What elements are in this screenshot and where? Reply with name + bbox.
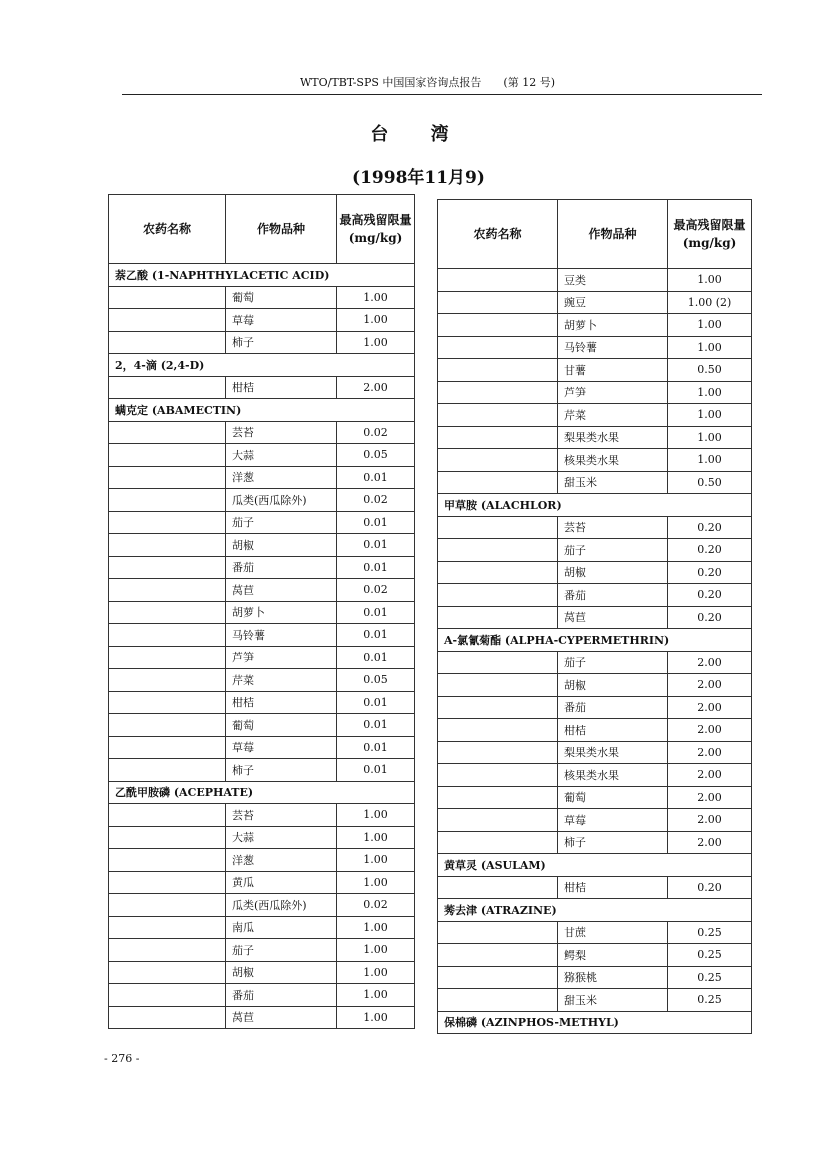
pesticide-row bbox=[438, 1011, 752, 1034]
crop-name: 柿子 bbox=[558, 831, 668, 854]
crop-name: 柿子 bbox=[226, 759, 337, 782]
crop-name: 莴苣 bbox=[226, 1006, 337, 1029]
crop-name: 洋葱 bbox=[226, 466, 337, 489]
pesticide-row bbox=[109, 781, 415, 804]
pesticide-cell-empty bbox=[109, 489, 226, 512]
table-row bbox=[438, 921, 752, 944]
page-date: (1998年11月9) bbox=[352, 168, 485, 188]
page-number: - 276 - bbox=[104, 1052, 140, 1065]
mrl-value: 0.20 bbox=[668, 539, 752, 562]
crop-name: 芸苔 bbox=[558, 516, 668, 539]
mrl-value: 0.01 bbox=[337, 534, 415, 557]
table-row bbox=[109, 691, 415, 714]
mrl-value: 1.00 bbox=[337, 984, 415, 1007]
mrl-value: 0.01 bbox=[337, 511, 415, 534]
pesticide-row bbox=[109, 354, 415, 377]
pesticide-cell-empty bbox=[109, 916, 226, 939]
mrl-value: 2.00 bbox=[668, 741, 752, 764]
pesticide-cell-empty bbox=[438, 561, 558, 584]
crop-name: 柑桔 bbox=[558, 719, 668, 742]
pesticide-cell-empty bbox=[438, 584, 558, 607]
mrl-value: 0.20 bbox=[668, 561, 752, 584]
table-row bbox=[109, 871, 415, 894]
pesticide-cell-empty bbox=[109, 511, 226, 534]
column-header-crop: 作物品种 bbox=[558, 200, 668, 269]
crop-name: 草莓 bbox=[558, 809, 668, 832]
pesticide-cell-empty bbox=[109, 804, 226, 827]
mrl-value: 1.00 bbox=[337, 331, 415, 354]
table-row bbox=[109, 489, 415, 512]
mrl-value: 2.00 bbox=[668, 786, 752, 809]
table-row bbox=[109, 624, 415, 647]
mrl-value: 1.00 bbox=[668, 381, 752, 404]
table-row bbox=[438, 269, 752, 292]
pesticide-cell-empty bbox=[438, 291, 558, 314]
table-row bbox=[438, 404, 752, 427]
crop-name: 甜玉米 bbox=[558, 471, 668, 494]
crop-name: 豌豆 bbox=[558, 291, 668, 314]
column-header-mrl-label: 最高残留限量 bbox=[673, 218, 746, 232]
pesticide-name: 甲草胺 (ALACHLOR) bbox=[438, 494, 752, 517]
mrl-value: 1.00 bbox=[337, 849, 415, 872]
mrl-value: 1.00 bbox=[668, 269, 752, 292]
crop-name: 瓜类(西瓜除外) bbox=[226, 489, 337, 512]
pesticide-name: 2，4-滴 (2,4-D) bbox=[109, 354, 415, 377]
crop-name: 马铃薯 bbox=[558, 336, 668, 359]
pesticide-cell-empty bbox=[438, 404, 558, 427]
mrl-value: 1.00 bbox=[337, 804, 415, 827]
pesticide-cell-empty bbox=[438, 449, 558, 472]
table-row bbox=[109, 759, 415, 782]
mrl-table-right-body bbox=[438, 269, 752, 1034]
column-header-crop: 作物品种 bbox=[226, 195, 337, 264]
mrl-value: 1.00 bbox=[337, 939, 415, 962]
table-row bbox=[438, 809, 752, 832]
mrl-table-left bbox=[108, 194, 415, 1029]
mrl-value: 0.50 bbox=[668, 471, 752, 494]
pesticide-cell-empty bbox=[438, 336, 558, 359]
pesticide-cell-empty bbox=[438, 944, 558, 967]
table-row bbox=[438, 291, 752, 314]
pesticide-cell-empty bbox=[438, 674, 558, 697]
pesticide-cell-empty bbox=[438, 471, 558, 494]
mrl-value: 1.00 bbox=[337, 286, 415, 309]
table-row bbox=[109, 579, 415, 602]
mrl-value: 2.00 bbox=[668, 719, 752, 742]
pesticide-name: 黄草灵 (ASULAM) bbox=[438, 854, 752, 877]
table-row bbox=[109, 984, 415, 1007]
crop-name: 胡椒 bbox=[226, 961, 337, 984]
crop-name: 茄子 bbox=[226, 939, 337, 962]
running-head-text: WTO/TBT-SPS 中国国家咨询点报告 bbox=[300, 76, 482, 89]
table-row bbox=[438, 584, 752, 607]
crop-name: 胡萝卜 bbox=[226, 601, 337, 624]
table-row bbox=[438, 359, 752, 382]
mrl-value: 2.00 bbox=[337, 376, 415, 399]
pesticide-cell-empty bbox=[438, 651, 558, 674]
crop-name: 柿子 bbox=[226, 331, 337, 354]
mrl-value: 2.00 bbox=[668, 831, 752, 854]
table-row bbox=[438, 876, 752, 899]
pesticide-cell-empty bbox=[438, 989, 558, 1012]
table-row bbox=[438, 426, 752, 449]
mrl-value: 0.25 bbox=[668, 989, 752, 1012]
table-row bbox=[109, 939, 415, 962]
mrl-value: 2.00 bbox=[668, 651, 752, 674]
crop-name: 梨果类水果 bbox=[558, 426, 668, 449]
mrl-value: 0.01 bbox=[337, 759, 415, 782]
mrl-value: 0.02 bbox=[337, 489, 415, 512]
table-row bbox=[109, 916, 415, 939]
crop-name: 茄子 bbox=[558, 651, 668, 674]
crop-name: 豆类 bbox=[558, 269, 668, 292]
pesticide-cell-empty bbox=[438, 764, 558, 787]
pesticide-cell-empty bbox=[109, 579, 226, 602]
crop-name: 核果类水果 bbox=[558, 764, 668, 787]
pesticide-name: 莠去津 (ATRAZINE) bbox=[438, 899, 752, 922]
pesticide-cell-empty bbox=[438, 741, 558, 764]
table-row bbox=[109, 961, 415, 984]
pesticide-cell-empty bbox=[438, 966, 558, 989]
mrl-value: 0.05 bbox=[337, 669, 415, 692]
table-row bbox=[438, 651, 752, 674]
crop-name: 芹菜 bbox=[226, 669, 337, 692]
table-header-row bbox=[438, 200, 752, 269]
mrl-value: 2.00 bbox=[668, 674, 752, 697]
pesticide-cell-empty bbox=[109, 894, 226, 917]
pesticide-name: A-氯氰菊酯 (ALPHA-CYPERMETHRIN) bbox=[438, 629, 752, 652]
crop-name: 甜玉米 bbox=[558, 989, 668, 1012]
mrl-value: 0.20 bbox=[668, 606, 752, 629]
crop-name: 柑桔 bbox=[226, 376, 337, 399]
mrl-value: 0.01 bbox=[337, 691, 415, 714]
table-row bbox=[438, 516, 752, 539]
table-row bbox=[109, 511, 415, 534]
table-row bbox=[438, 381, 752, 404]
crop-name: 草莓 bbox=[226, 736, 337, 759]
pesticide-cell-empty bbox=[109, 871, 226, 894]
mrl-value: 0.01 bbox=[337, 601, 415, 624]
crop-name: 芦笋 bbox=[558, 381, 668, 404]
pesticide-cell-empty bbox=[109, 286, 226, 309]
table-row bbox=[109, 421, 415, 444]
crop-name: 甘蔗 bbox=[558, 921, 668, 944]
mrl-value: 1.00 bbox=[337, 309, 415, 332]
pesticide-cell-empty bbox=[438, 719, 558, 742]
table-row bbox=[438, 336, 752, 359]
mrl-value: 1.00 bbox=[668, 404, 752, 427]
pesticide-row bbox=[438, 899, 752, 922]
pesticide-cell-empty bbox=[438, 606, 558, 629]
crop-name: 洋葱 bbox=[226, 849, 337, 872]
running-head bbox=[300, 74, 555, 90]
pesticide-cell-empty bbox=[109, 691, 226, 714]
mrl-value: 0.02 bbox=[337, 894, 415, 917]
mrl-value: 0.01 bbox=[337, 556, 415, 579]
mrl-value: 0.20 bbox=[668, 876, 752, 899]
table-row bbox=[438, 314, 752, 337]
pesticide-cell-empty bbox=[438, 809, 558, 832]
crop-name: 黄瓜 bbox=[226, 871, 337, 894]
pesticide-cell-empty bbox=[438, 381, 558, 404]
mrl-value: 1.00 bbox=[337, 1006, 415, 1029]
issue-number: (第 12 号) bbox=[503, 76, 555, 89]
crop-name: 胡椒 bbox=[558, 561, 668, 584]
table-row bbox=[438, 989, 752, 1012]
crop-name: 甘薯 bbox=[558, 359, 668, 382]
column-header-unit: (mg/kg) bbox=[682, 236, 737, 250]
crop-name: 番茄 bbox=[558, 584, 668, 607]
pesticide-row bbox=[109, 264, 415, 287]
pesticide-cell-empty bbox=[109, 759, 226, 782]
mrl-value: 0.25 bbox=[668, 944, 752, 967]
mrl-value: 1.00 bbox=[337, 916, 415, 939]
column-header-pesticide: 农药名称 bbox=[438, 200, 558, 269]
pesticide-cell-empty bbox=[109, 331, 226, 354]
page-title: 台 湾 bbox=[370, 124, 467, 145]
crop-name: 鳄梨 bbox=[558, 944, 668, 967]
crop-name: 草莓 bbox=[226, 309, 337, 332]
mrl-value: 1.00 bbox=[337, 961, 415, 984]
table-row bbox=[438, 471, 752, 494]
crop-name: 芹菜 bbox=[558, 404, 668, 427]
table-row bbox=[109, 601, 415, 624]
pesticide-cell-empty bbox=[438, 426, 558, 449]
crop-name: 胡椒 bbox=[558, 674, 668, 697]
mrl-value: 0.25 bbox=[668, 966, 752, 989]
crop-name: 芸苔 bbox=[226, 804, 337, 827]
crop-name: 莴苣 bbox=[226, 579, 337, 602]
mrl-value: 0.01 bbox=[337, 466, 415, 489]
crop-name: 猕猴桃 bbox=[558, 966, 668, 989]
table-row bbox=[109, 804, 415, 827]
table-row bbox=[438, 831, 752, 854]
mrl-value: 2.00 bbox=[668, 764, 752, 787]
pesticide-cell-empty bbox=[438, 539, 558, 562]
pesticide-cell-empty bbox=[438, 831, 558, 854]
crop-name: 芸苔 bbox=[226, 421, 337, 444]
mrl-value: 0.01 bbox=[337, 714, 415, 737]
column-header-pesticide: 农药名称 bbox=[109, 195, 226, 264]
mrl-value: 1.00 bbox=[337, 871, 415, 894]
mrl-value: 0.05 bbox=[337, 444, 415, 467]
table-header-row bbox=[109, 195, 415, 264]
table-row bbox=[438, 696, 752, 719]
pesticide-row bbox=[438, 494, 752, 517]
pesticide-cell-empty bbox=[109, 534, 226, 557]
mrl-table-left-body bbox=[109, 264, 415, 1029]
crop-name: 茄子 bbox=[558, 539, 668, 562]
table-row bbox=[438, 764, 752, 787]
table-row bbox=[109, 376, 415, 399]
pesticide-name: 螨克定 (ABAMECTIN) bbox=[109, 399, 415, 422]
mrl-value: 1.00 bbox=[337, 826, 415, 849]
table-row bbox=[109, 849, 415, 872]
table-row bbox=[438, 606, 752, 629]
crop-name: 番茄 bbox=[226, 984, 337, 1007]
mrl-value: 0.01 bbox=[337, 624, 415, 647]
pesticide-cell-empty bbox=[438, 876, 558, 899]
pesticide-cell-empty bbox=[109, 466, 226, 489]
crop-name: 梨果类水果 bbox=[558, 741, 668, 764]
table-row bbox=[109, 466, 415, 489]
table-row bbox=[109, 556, 415, 579]
table-row bbox=[438, 449, 752, 472]
crop-name: 胡椒 bbox=[226, 534, 337, 557]
table-row bbox=[109, 331, 415, 354]
mrl-value: 0.02 bbox=[337, 579, 415, 602]
table-row bbox=[109, 736, 415, 759]
pesticide-cell-empty bbox=[438, 921, 558, 944]
pesticide-cell-empty bbox=[438, 359, 558, 382]
crop-name: 胡萝卜 bbox=[558, 314, 668, 337]
crop-name: 番茄 bbox=[558, 696, 668, 719]
pesticide-cell-empty bbox=[109, 714, 226, 737]
crop-name: 大蒜 bbox=[226, 826, 337, 849]
mrl-value: 1.00 bbox=[668, 426, 752, 449]
crop-name: 番茄 bbox=[226, 556, 337, 579]
mrl-value: 0.25 bbox=[668, 921, 752, 944]
mrl-value: 1.00 bbox=[668, 336, 752, 359]
column-header-mrl-label: 最高残留限量 bbox=[339, 213, 412, 227]
mrl-value: 2.00 bbox=[668, 696, 752, 719]
pesticide-cell-empty bbox=[109, 736, 226, 759]
mrl-value: 0.02 bbox=[337, 421, 415, 444]
mrl-value: 0.20 bbox=[668, 584, 752, 607]
table-row bbox=[438, 561, 752, 584]
column-header-unit: (mg/kg) bbox=[348, 231, 403, 245]
pesticide-row bbox=[109, 399, 415, 422]
pesticide-cell-empty bbox=[109, 646, 226, 669]
crop-name: 葡萄 bbox=[558, 786, 668, 809]
pesticide-cell-empty bbox=[109, 444, 226, 467]
pesticide-cell-empty bbox=[109, 624, 226, 647]
crop-name: 葡萄 bbox=[226, 714, 337, 737]
table-row bbox=[438, 966, 752, 989]
pesticide-cell-empty bbox=[438, 269, 558, 292]
pesticide-cell-empty bbox=[109, 601, 226, 624]
pesticide-cell-empty bbox=[109, 1006, 226, 1029]
mrl-value: 1.00 bbox=[668, 449, 752, 472]
table-row bbox=[438, 944, 752, 967]
pesticide-cell-empty bbox=[438, 786, 558, 809]
pesticide-cell-empty bbox=[109, 556, 226, 579]
table-row bbox=[109, 669, 415, 692]
crop-name: 马铃薯 bbox=[226, 624, 337, 647]
table-row bbox=[109, 534, 415, 557]
table-row bbox=[109, 646, 415, 669]
pesticide-cell-empty bbox=[109, 849, 226, 872]
pesticide-cell-empty bbox=[109, 984, 226, 1007]
table-row bbox=[109, 286, 415, 309]
pesticide-cell-empty bbox=[109, 309, 226, 332]
table-row bbox=[109, 444, 415, 467]
crop-name: 芦笋 bbox=[226, 646, 337, 669]
mrl-value: 1.00 (2) bbox=[668, 291, 752, 314]
mrl-value: 1.00 bbox=[668, 314, 752, 337]
pesticide-cell-empty bbox=[109, 961, 226, 984]
crop-name: 莴苣 bbox=[558, 606, 668, 629]
pesticide-cell-empty bbox=[109, 669, 226, 692]
pesticide-cell-empty bbox=[438, 314, 558, 337]
mrl-value: 0.01 bbox=[337, 736, 415, 759]
pesticide-cell-empty bbox=[109, 826, 226, 849]
mrl-value: 0.20 bbox=[668, 516, 752, 539]
mrl-table-right bbox=[437, 199, 752, 1034]
pesticide-cell-empty bbox=[438, 696, 558, 719]
crop-name: 柑桔 bbox=[226, 691, 337, 714]
pesticide-cell-empty bbox=[438, 516, 558, 539]
table-row bbox=[109, 309, 415, 332]
mrl-value: 2.00 bbox=[668, 809, 752, 832]
column-header-mrl bbox=[337, 195, 415, 264]
table-row bbox=[438, 741, 752, 764]
table-row bbox=[109, 826, 415, 849]
crop-name: 瓜类(西瓜除外) bbox=[226, 894, 337, 917]
table-row bbox=[109, 714, 415, 737]
column-header-mrl bbox=[668, 200, 752, 269]
header-rule bbox=[122, 94, 762, 95]
pesticide-cell-empty bbox=[109, 939, 226, 962]
crop-name: 南瓜 bbox=[226, 916, 337, 939]
crop-name: 葡萄 bbox=[226, 286, 337, 309]
mrl-value: 0.50 bbox=[668, 359, 752, 382]
mrl-value: 0.01 bbox=[337, 646, 415, 669]
crop-name: 大蒜 bbox=[226, 444, 337, 467]
pesticide-row bbox=[438, 629, 752, 652]
pesticide-name: 乙酰甲胺磷 (ACEPHATE) bbox=[109, 781, 415, 804]
pesticide-name: 保棉磷 (AZINPHOS-METHYL) bbox=[438, 1011, 752, 1034]
pesticide-row bbox=[438, 854, 752, 877]
table-row bbox=[438, 539, 752, 562]
pesticide-cell-empty bbox=[109, 376, 226, 399]
table-row bbox=[438, 719, 752, 742]
crop-name: 茄子 bbox=[226, 511, 337, 534]
table-row bbox=[438, 786, 752, 809]
table-row bbox=[109, 894, 415, 917]
pesticide-name: 萘乙酸 (1-NAPHTHYLACETIC ACID) bbox=[109, 264, 415, 287]
table-row bbox=[438, 674, 752, 697]
table-row bbox=[109, 1006, 415, 1029]
crop-name: 柑桔 bbox=[558, 876, 668, 899]
pesticide-cell-empty bbox=[109, 421, 226, 444]
crop-name: 核果类水果 bbox=[558, 449, 668, 472]
